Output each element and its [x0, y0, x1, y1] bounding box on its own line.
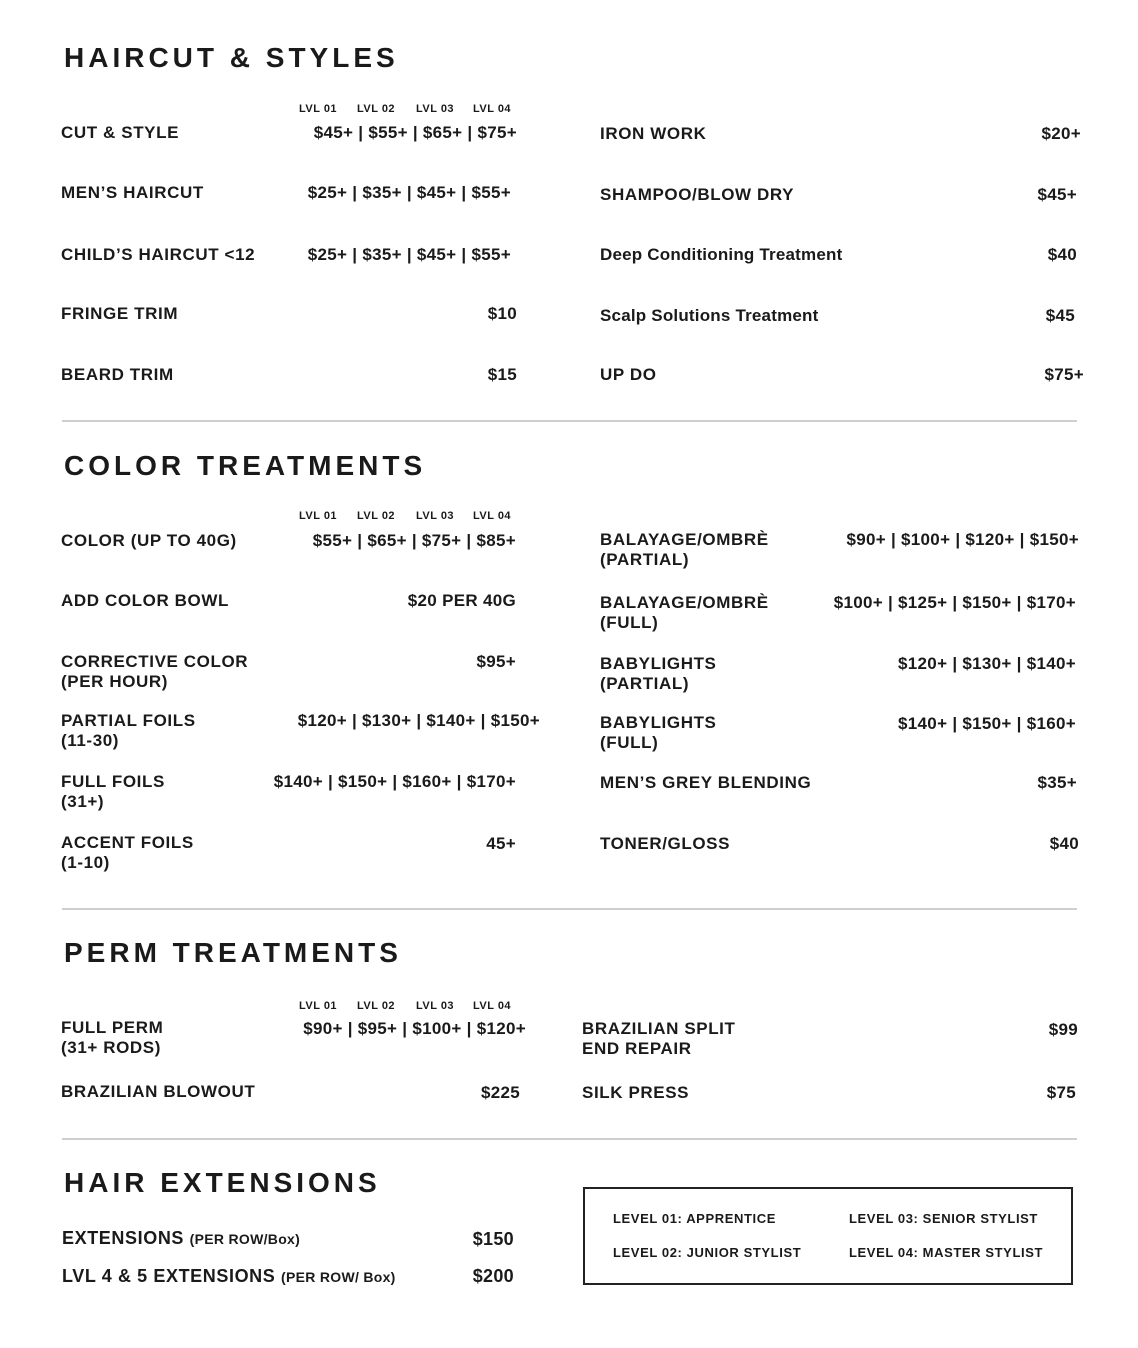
extension-item — [62, 1228, 300, 1249]
service-name: IRON WORK — [600, 124, 707, 143]
service-name: Scalp Solutions Treatment — [600, 306, 819, 325]
service-price: $120+ | $130+ | $140+ — [898, 654, 1076, 673]
level-label: LVL 01 — [299, 510, 338, 522]
service-price: $140+ | $150+ | $160+ — [898, 714, 1076, 733]
section-title-extensions: HAIR EXTENSIONS — [64, 1167, 381, 1198]
legend-level-03: LEVEL 03: SENIOR STYLIST — [849, 1211, 1038, 1226]
service-note: (PER ROW/Box) — [189, 1231, 301, 1247]
service-price: $40 — [1047, 245, 1077, 264]
service-name: COLOR (UP TO 40G) — [61, 531, 237, 550]
service-name: LVL 4 & 5 EXTENSIONS — [62, 1266, 276, 1286]
service-price: $100+ | $125+ | $150+ | $170+ — [833, 593, 1076, 612]
service-price: $25+ | $35+ | $45+ | $55+ — [307, 245, 511, 264]
service-price: $55+ | $65+ | $75+ | $85+ — [312, 531, 516, 550]
level-label: LVL 03 — [416, 103, 455, 115]
level-label: LVL 02 — [357, 1000, 396, 1012]
section-divider — [62, 1138, 1077, 1140]
service-name: BRAZILIAN BLOWOUT — [61, 1082, 256, 1101]
legend-level-04: LEVEL 04: MASTER STYLIST — [849, 1245, 1044, 1260]
service-price: $120+ | $130+ | $140+ | $150+ — [297, 711, 540, 730]
section-title-color: COLOR TREATMENTS — [64, 450, 427, 481]
service-name: FRINGE TRIM — [61, 304, 179, 323]
service-name: BRAZILIAN SPLIT END REPAIR — [582, 1019, 736, 1058]
service-price: $20 PER 40G — [407, 591, 516, 610]
service-price: $225 — [480, 1083, 520, 1102]
service-price: $15 — [487, 365, 517, 384]
service-name: FULL PERM (31+ RODS) — [61, 1018, 164, 1057]
service-price: $10 — [487, 304, 517, 323]
service-price: $75+ — [1044, 365, 1084, 384]
legend-level-01: LEVEL 01: APPRENTICE — [613, 1211, 776, 1226]
service-name: UP DO — [600, 365, 657, 384]
level-label: LVL 04 — [473, 1000, 512, 1012]
level-label: LVL 02 — [357, 103, 396, 115]
service-name: BEARD TRIM — [61, 365, 174, 384]
service-price: $200 — [472, 1266, 514, 1286]
section-title-haircut: HAIRCUT & STYLES — [64, 42, 399, 73]
service-name: BALAYAGE/OMBRÈ (PARTIAL) — [600, 530, 769, 569]
service-name: CHILD’S HAIRCUT <12 — [61, 245, 256, 264]
level-label: LVL 01 — [299, 103, 338, 115]
service-price: $150 — [472, 1229, 514, 1249]
service-price: $75 — [1046, 1083, 1076, 1102]
service-name: TONER/GLOSS — [600, 834, 731, 853]
service-name: FULL FOILS (31+) — [61, 772, 165, 811]
service-name: CUT & STYLE — [61, 123, 180, 142]
service-note: (PER ROW/ Box) — [281, 1269, 396, 1285]
service-name: ACCENT FOILS (1-10) — [61, 833, 194, 872]
level-label: LVL 04 — [473, 103, 512, 115]
service-price: $90+ | $95+ | $100+ | $120+ — [303, 1019, 526, 1038]
service-name: Deep Conditioning Treatment — [600, 245, 843, 264]
service-name: SILK PRESS — [582, 1083, 690, 1102]
level-legend-box — [583, 1187, 1073, 1285]
level-label: LVL 04 — [473, 510, 512, 522]
level-label: LVL 03 — [416, 1000, 455, 1012]
service-name: CORRECTIVE COLOR (PER HOUR) — [61, 652, 249, 691]
service-name: BABYLIGHTS (FULL) — [600, 713, 717, 752]
service-name: BALAYAGE/OMBRÈ (FULL) — [600, 593, 769, 632]
service-price: $90+ | $100+ | $120+ | $150+ — [846, 530, 1079, 549]
service-price: $99 — [1048, 1020, 1078, 1039]
service-name: ADD COLOR BOWL — [61, 591, 229, 610]
service-price: $95+ — [476, 652, 516, 671]
level-label: LVL 03 — [416, 510, 455, 522]
service-name: PARTIAL FOILS (11-30) — [61, 711, 196, 750]
service-name: SHAMPOO/BLOW DRY — [600, 185, 795, 204]
service-price: $20+ — [1041, 124, 1081, 143]
legend-level-02: LEVEL 02: JUNIOR STYLIST — [613, 1245, 802, 1260]
level-label: LVL 02 — [357, 510, 396, 522]
service-price: 45+ — [486, 834, 516, 853]
service-price: $140+ | $150+ | $160+ | $170+ — [273, 772, 516, 791]
service-name: MEN’S HAIRCUT — [61, 183, 204, 202]
service-price: $45 — [1045, 306, 1075, 325]
service-price: $35+ — [1037, 773, 1077, 792]
service-price: $45+ | $55+ | $65+ | $75+ — [313, 123, 517, 142]
service-name: MEN’S GREY BLENDING — [600, 773, 812, 792]
service-price: $40 — [1049, 834, 1079, 853]
service-price: $45+ — [1037, 185, 1077, 204]
service-price: $25+ | $35+ | $45+ | $55+ — [307, 183, 511, 202]
extension-item — [62, 1266, 396, 1287]
level-label: LVL 01 — [299, 1000, 338, 1012]
service-name: EXTENSIONS — [62, 1228, 185, 1248]
section-divider — [62, 420, 1077, 422]
section-divider — [62, 908, 1077, 910]
section-title-perm: PERM TREATMENTS — [64, 937, 402, 968]
service-name: BABYLIGHTS (PARTIAL) — [600, 654, 717, 693]
